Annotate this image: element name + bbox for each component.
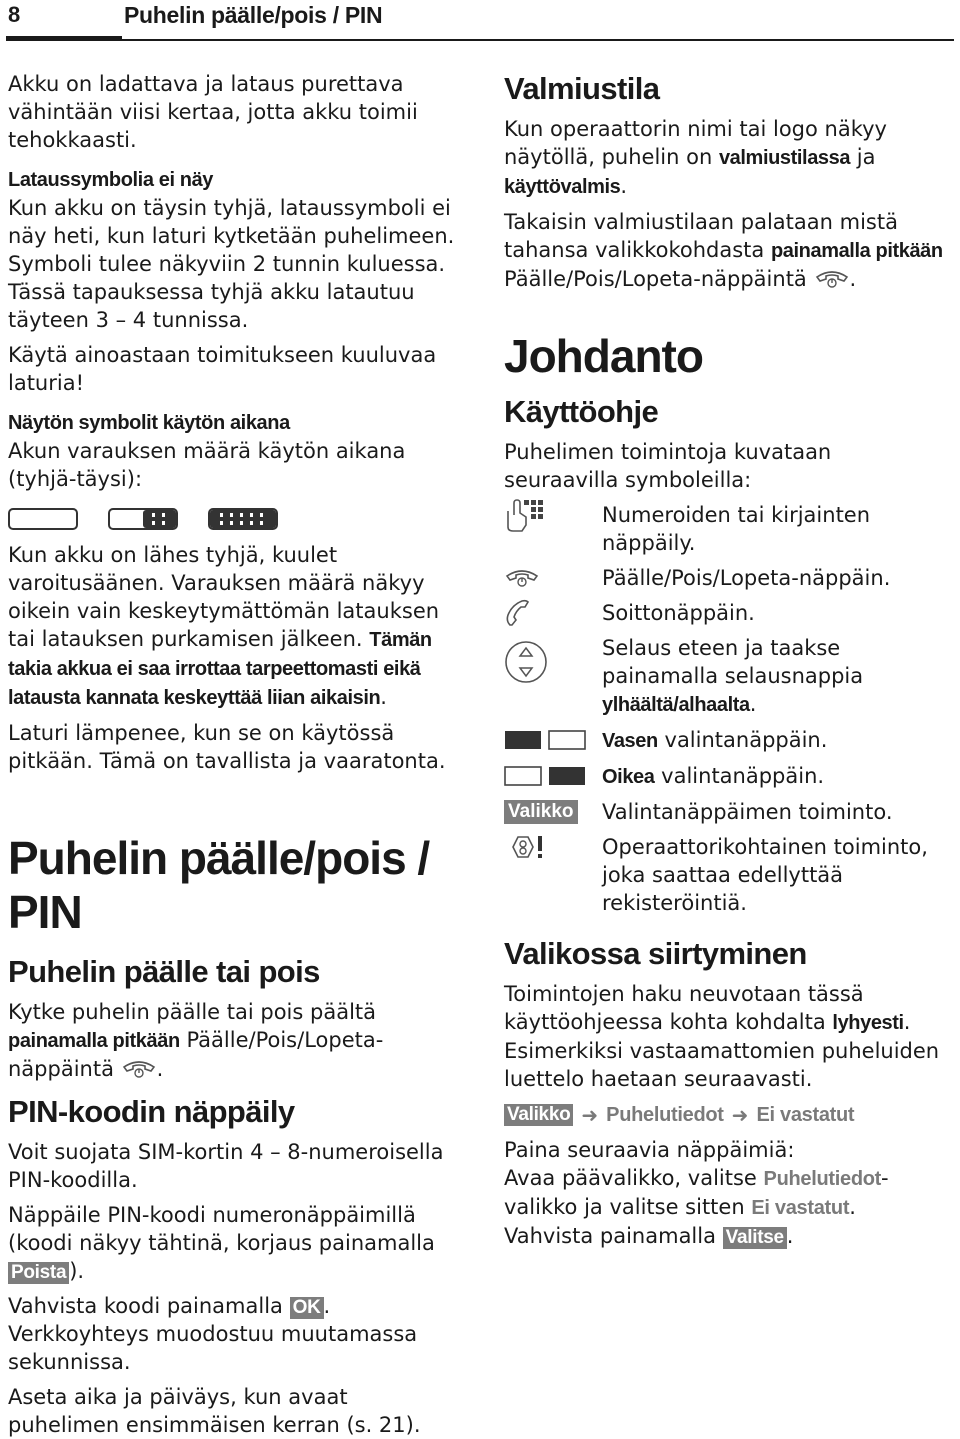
standby2-text: Takaisin valmiustilaan palataan mistä tahansa valikkokohdasta bbox=[504, 210, 898, 262]
heading-power-on-off: Puhelin päälle tai pois bbox=[8, 954, 320, 989]
symbol-row-nav-key bbox=[504, 634, 950, 719]
nav4-gray-1: Puhelutiedot bbox=[763, 1168, 882, 1190]
paragraph-pin-1: Voit suojata SIM-kortin 4 – 8-numeroisella PIN-koodilla. bbox=[8, 1140, 444, 1192]
symbol-text: Operaattorikohtainen toiminto, joka saattaa edellyttää rekisteröintiä. bbox=[602, 835, 928, 915]
call-key-icon bbox=[504, 599, 534, 627]
power-end: . bbox=[156, 1057, 164, 1081]
symbol-row-operator bbox=[504, 833, 950, 917]
heading-pin-entry: PIN-koodin näppäily bbox=[8, 1094, 295, 1129]
battery-intro: Akku on ladattava ja lataus purettava vähintään viisi kertaa, jotta akku toimii tehokkaasti. bbox=[8, 72, 418, 152]
paragraph-standby-1 bbox=[504, 115, 950, 201]
keypad-icon bbox=[504, 497, 544, 533]
right-bold: Oikea bbox=[602, 766, 655, 788]
standby2-bold: painamalla pitkään bbox=[770, 240, 943, 262]
paragraph-nav-4 bbox=[504, 1164, 950, 1250]
symbol-text bbox=[602, 634, 950, 719]
symbol-row-softkey-function bbox=[504, 798, 950, 826]
subheading-display-symbols: Näytön symbolit käytön aikana bbox=[8, 412, 290, 434]
paragraph-pin-4: Aseta aika ja päiväys, kun avaat puhelimen ensimmäisen kerran (s. 21). bbox=[8, 1385, 421, 1437]
right-text: valintanäppäin. bbox=[661, 764, 825, 788]
standby-text: Kun operaattorin nimi tai logo näkyy näytöllä, puhelin on bbox=[504, 117, 887, 169]
symbol-row-end-key bbox=[504, 564, 950, 592]
power-bold: painamalla pitkään bbox=[8, 1030, 180, 1052]
nav-bold: ylhäältä/alhaalta bbox=[602, 694, 750, 716]
symbol-row-left-softkey bbox=[504, 726, 950, 755]
nav-key-icon bbox=[504, 640, 548, 684]
paragraph-pin-2 bbox=[8, 1201, 463, 1285]
page-number: 8 bbox=[8, 2, 21, 27]
paragraph-pin-3 bbox=[8, 1292, 463, 1376]
symbol-text: Valintanäppäimen toiminto. bbox=[602, 800, 893, 824]
symbol-row-keypad bbox=[504, 501, 950, 557]
subheading-no-symbol: Lataussymbolia ei näy bbox=[8, 169, 214, 191]
nav4-end: . bbox=[786, 1224, 794, 1248]
left-text: valintanäppäin. bbox=[664, 728, 828, 752]
left-column bbox=[8, 70, 463, 1439]
end-key-icon bbox=[504, 567, 540, 589]
paragraph-charge-level: Akun varauksen määrä käytön aikana (tyhjä-täysi): bbox=[8, 439, 406, 491]
nav1-end: . bbox=[903, 1010, 911, 1034]
warning-end: . bbox=[380, 685, 387, 709]
nav4-gray-2: Ei vastatut bbox=[751, 1197, 850, 1219]
end-key-icon bbox=[121, 1059, 157, 1079]
power-text-2: Päälle/Pois/Lopeta-näppäintä bbox=[8, 1028, 384, 1081]
standby-end: . bbox=[620, 174, 628, 198]
paragraph-charger-heat: Laturi lämpenee, kun se on käytössä pitkään. Tämä on tavallista ja vaaratonta. bbox=[8, 721, 446, 773]
symbol-text bbox=[602, 762, 950, 791]
header-rule-thick bbox=[6, 36, 122, 41]
section-title-intro: Johdanto bbox=[504, 330, 703, 382]
paragraph-nav-3: Paina seuraavia näppäimiä: bbox=[504, 1138, 795, 1162]
paragraph-power bbox=[8, 998, 463, 1083]
heading-standby: Valmiustila bbox=[504, 71, 660, 106]
symbol-text: Numeroiden tai kirjainten näppäily. bbox=[602, 503, 871, 555]
battery-levels bbox=[8, 507, 463, 531]
paragraph-standby-2 bbox=[504, 208, 950, 293]
nav-text: Selaus eteen ja taakse painamalla selausnappia bbox=[602, 636, 864, 688]
standby-bold-1: valmiustilassa bbox=[718, 147, 851, 169]
path-missed-calls: Ei vastatut bbox=[756, 1103, 855, 1126]
path-menu-key: Valikko bbox=[504, 1104, 573, 1126]
standby2-end: . bbox=[849, 267, 857, 291]
power-text: Kytke puhelin päälle tai pois päältä bbox=[8, 1000, 377, 1024]
nav-end: . bbox=[749, 692, 757, 716]
heading-menu-navigation: Valikossa siirtyminen bbox=[504, 936, 807, 971]
warning-text: Kun akku on lähes tyhjä, kuulet varoitusäänen. Varauksen määrä näkyy oikein vain keskeytymättömän latauksen tai latauksen purkamisen jälkeen. bbox=[8, 543, 440, 651]
left-softkey-icon bbox=[504, 730, 586, 750]
pin-text: Näppäile PIN-koodi numeronäppäimillä (koodi näkyy tähtinä, korjaus painamalla bbox=[8, 1203, 435, 1255]
right-softkey-icon bbox=[504, 766, 586, 786]
nav1-bold: lyhyesti bbox=[832, 1012, 904, 1034]
symbol-text: Päälle/Pois/Lopeta-näppäin. bbox=[602, 566, 891, 590]
heading-user-guide: Käyttöohje bbox=[504, 394, 659, 429]
paragraph-nav-2: Esimerkiksi vastaamattomien puheluiden luettelo haetaan seuraavasti. bbox=[504, 1039, 940, 1091]
standby-mid: ja bbox=[856, 145, 876, 169]
confirm-text: Vahvista koodi painamalla bbox=[8, 1294, 283, 1318]
charger-note: Käytä ainoastaan toimitukseen kuuluvaa laturia! bbox=[8, 343, 437, 395]
standby-bold-2: käyttövalmis bbox=[504, 176, 621, 198]
arrow-right-icon: ➜ bbox=[581, 1103, 599, 1127]
nav4-text-3: . Vahvista painamalla bbox=[504, 1195, 856, 1248]
nav4-text-2: -valikko ja valitse sitten bbox=[504, 1166, 889, 1219]
symbol-text bbox=[602, 726, 950, 755]
battery-half-icon bbox=[108, 508, 178, 530]
paragraph-warning bbox=[8, 541, 463, 712]
end-key-icon bbox=[814, 269, 850, 289]
confirm-text-end: . Verkkoyhteys muodostuu muutamassa sekunnissa. bbox=[8, 1294, 418, 1374]
warning-bold: Tämän takia akkua ei saa irrottaa tarpeettomasti eikä latausta kannata keskeyttää liian aikaisin bbox=[8, 629, 432, 709]
battery-full-icon bbox=[208, 508, 278, 530]
delete-softkey-label: Poista bbox=[8, 1262, 69, 1284]
page-header bbox=[0, 0, 960, 46]
menu-path bbox=[504, 1101, 950, 1129]
pin-text-end: ). bbox=[69, 1259, 85, 1283]
paragraph-symbols-intro: Puhelimen toimintoja kuvataan seuraavilla symboleilla: bbox=[504, 440, 832, 492]
symbol-text: Soittonäppäin. bbox=[602, 601, 755, 625]
standby2-text-2: Päälle/Pois/Lopeta-näppäintä bbox=[504, 267, 807, 291]
select-softkey-label: Valitse bbox=[723, 1227, 787, 1249]
ok-softkey-label: OK bbox=[290, 1297, 324, 1319]
section-title-power-pin: Puhelin päälle/pois / PIN bbox=[8, 832, 430, 938]
header-rule-thin bbox=[122, 39, 954, 41]
arrow-right-icon: ➜ bbox=[731, 1103, 749, 1127]
paragraph-nav-1 bbox=[504, 980, 950, 1037]
nav4-text: Avaa päävalikko, valitse bbox=[504, 1166, 757, 1190]
running-title: Puhelin päälle/pois / PIN bbox=[124, 2, 383, 28]
left-bold: Vasen bbox=[602, 730, 658, 752]
nav1-text: Toimintojen haku neuvotaan tässä käyttöohjeessa kohta kohdalta bbox=[504, 982, 864, 1034]
symbol-row-right-softkey bbox=[504, 762, 950, 791]
battery-empty-icon bbox=[8, 508, 78, 530]
paragraph-no-symbol: Kun akku on täysin tyhjä, lataussymboli ei näy heti, kun laturi kytketään puhelimeen. Symboli tulee näkyviin 2 tunnin kuluessa. Tässä tapauksessa tyhjä akku latautuu täyteen 3 – 4 tunnissa. bbox=[8, 196, 455, 332]
path-call-log: Puhelutiedot bbox=[606, 1103, 724, 1126]
valikko-badge: Valikko bbox=[504, 800, 578, 824]
symbol-row-call-key bbox=[504, 599, 950, 627]
right-column bbox=[504, 70, 950, 1250]
operator-icon bbox=[504, 834, 548, 860]
